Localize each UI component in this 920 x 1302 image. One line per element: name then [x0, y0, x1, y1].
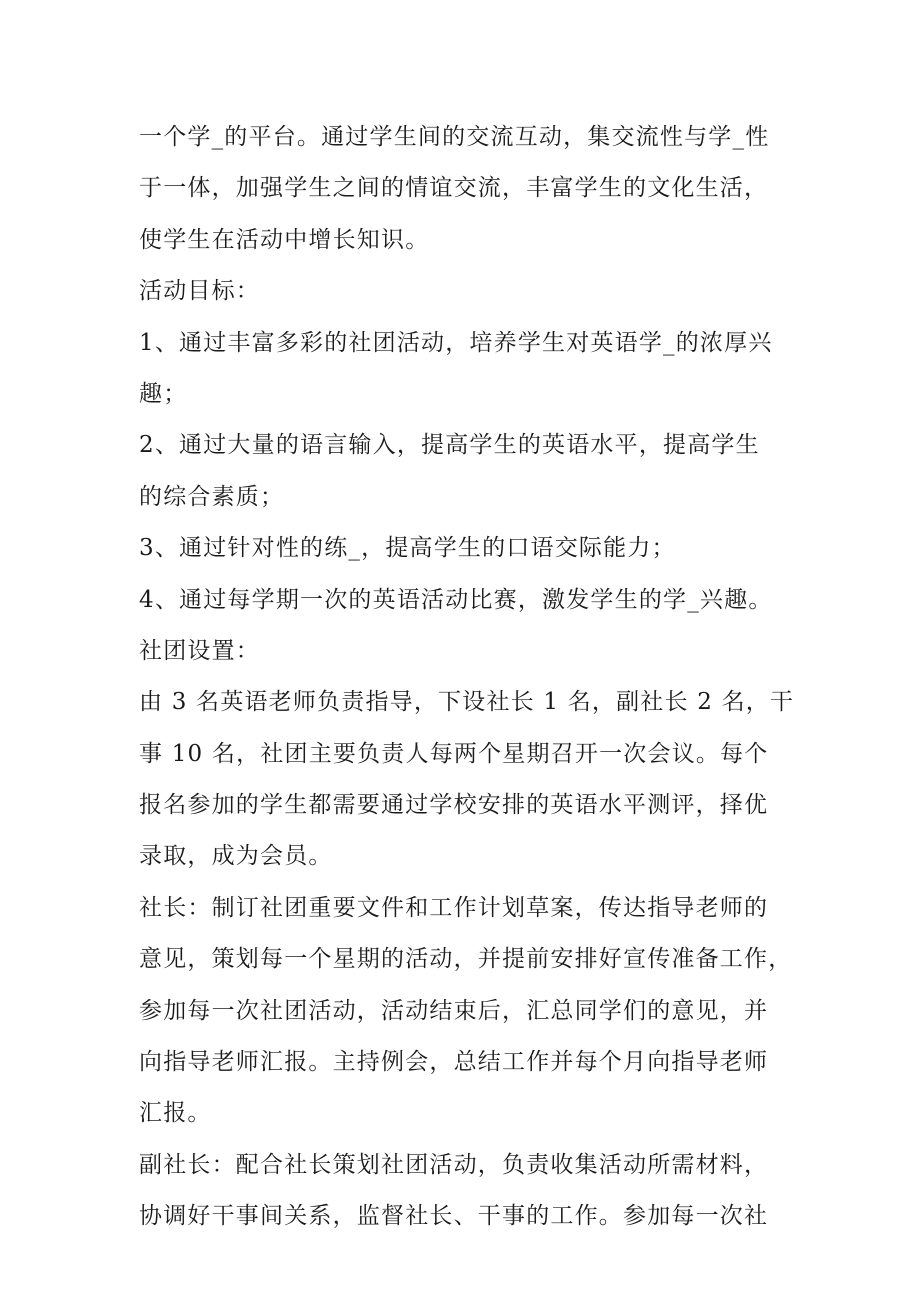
list-item-goal-1: 1、通过丰富多彩的社团活动，培养学生对英语学_的浓厚兴: [139, 329, 773, 356]
text-line: 报名参加的学生都需要通过学校安排的英语水平测评，择优: [139, 792, 769, 819]
section-heading-activity-goals: 活动目标：: [139, 278, 260, 305]
text-line: 使学生在活动中增长知识。: [139, 226, 430, 253]
list-item-goal-4: 4、通过每学期一次的英语活动比赛，激发学生的学_兴趣。: [139, 586, 773, 613]
section-heading-club-setup: 社团设置：: [139, 637, 260, 664]
role-president: 社长：制订社团重要文件和工作计划草案，传达指导老师的: [139, 894, 769, 921]
text-line: 的综合素质；: [139, 483, 285, 510]
document-body: [139, 112, 795, 1243]
text-line: 趣；: [139, 380, 188, 407]
text-line: 协调好干事间关系，监督社长、干事的工作。参加每一次社: [139, 1203, 769, 1230]
text-line: 一个学_的平台。通过学生间的交流互动，集交流性与学_性: [139, 124, 770, 150]
list-item-goal-3: 3、通过针对性的练_，提高学生的口语交际能力；: [139, 535, 676, 562]
text-line: 事 10 名，社团主要负责人每两个星期召开一次会议。每个: [139, 740, 769, 767]
text-line: 向指导老师汇报。主持例会，总结工作并每个月向指导老师: [139, 1049, 769, 1076]
role-vice-president: 副社长：配合社长策划社团活动，负责收集活动所需材料，: [139, 1151, 769, 1178]
text-line: 于一体，加强学生之间的情谊交流，丰富学生的文化生活，: [139, 175, 769, 202]
text-line: 汇报。: [139, 1100, 212, 1127]
text-line: 参加每一次社团活动，活动结束后，汇总同学们的意见，并: [139, 997, 769, 1024]
text-line: 录取，成为会员。: [139, 843, 333, 870]
text-line: 意见，策划每一个星期的活动，并提前安排好宣传准备工作，: [139, 946, 793, 973]
text-line: 由 3 名英语老师负责指导，下设社长 1 名，副社长 2 名，干: [139, 689, 795, 716]
list-item-goal-2: 2、通过大量的语言输入，提高学生的英语水平，提高学生: [139, 432, 760, 459]
